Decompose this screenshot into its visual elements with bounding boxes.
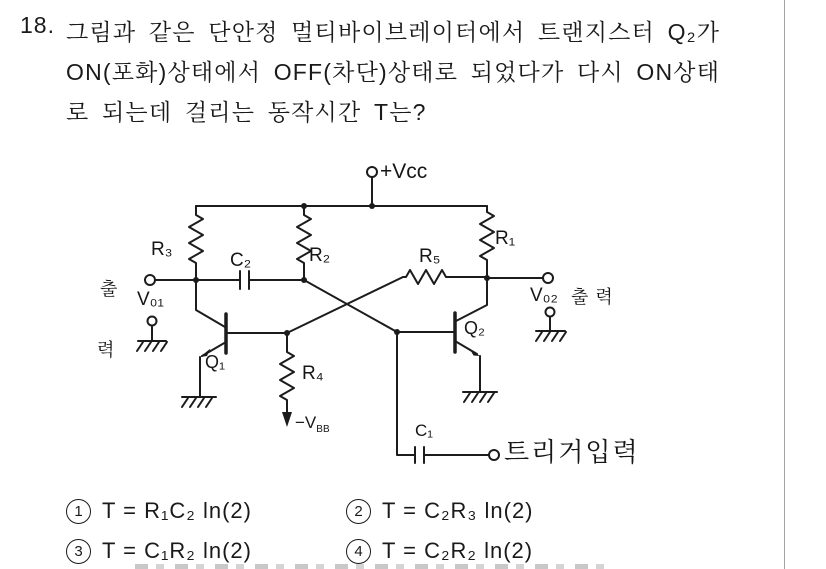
cross-coupling-wires [287, 277, 403, 333]
label-output-left-bottom: 력 [97, 340, 115, 360]
label-r4: R₄ [302, 363, 324, 384]
output-vo1-terminal [137, 275, 196, 351]
resistor-r5 [403, 270, 487, 284]
option-2 [346, 498, 534, 524]
label-output-right: 출력 [571, 287, 620, 307]
label-trigger-input: 트리거입력 [504, 437, 640, 467]
label-q1: Q₁ [205, 352, 226, 372]
label-r3: R₃ [151, 239, 173, 260]
resistor-r1 [480, 206, 494, 278]
option-1 [66, 498, 252, 524]
question-number: 18. [20, 12, 55, 38]
option-2-number: 2 [346, 499, 371, 524]
label-q2: Q₂ [464, 318, 485, 338]
column-divider-line [784, 0, 785, 569]
label-vcc: +Vcc [380, 160, 428, 183]
option-4 [346, 538, 533, 564]
option-1-formula: T = R₁C₂ ln(2) [102, 498, 252, 523]
label-r1: R₁ [495, 228, 516, 249]
capacitor-c2 [196, 271, 304, 289]
label-r2: R₂ [309, 245, 331, 266]
option-3-number: 3 [66, 539, 91, 564]
option-1-number: 1 [66, 499, 91, 524]
label-c2: C₂ [230, 250, 252, 271]
resistor-r2 [297, 206, 311, 280]
label-r5: R₅ [419, 246, 441, 267]
option-4-number: 4 [346, 539, 371, 564]
output-vo2-terminal [487, 273, 566, 341]
label-vo2: V₀₂ [530, 285, 558, 306]
label-vo1: V₀₁ [137, 289, 164, 310]
option-3 [66, 538, 252, 564]
label-output-left-top: 출 [100, 279, 118, 299]
transistor-q1 [182, 280, 287, 407]
transistor-q2 [397, 278, 497, 402]
question-line-2: ON(포화)상태에서 OFF(차단)상태로 되었다가 다시 ON상태 [66, 59, 721, 85]
cropped-next-line-artifact [135, 564, 613, 569]
label-c1: C₁ [415, 421, 434, 440]
option-2-formula: T = C₂R₃ ln(2) [382, 498, 534, 523]
resistor-r4 [280, 333, 294, 427]
supply-rail [196, 167, 487, 206]
label-vbb: $-V_{BB}$ [295, 413, 330, 435]
question-line-1: 그림과 같은 단안정 멀티바이브레이터에서 트랜지스터 Q₂가 [66, 19, 721, 45]
option-3-formula: T = C₁R₂ ln(2) [102, 538, 252, 563]
option-4-formula: T = C₂R₂ ln(2) [382, 538, 534, 563]
resistor-r3 [189, 206, 203, 280]
question-line-3: 로 되는데 걸리는 동작시간 T는? [66, 99, 427, 125]
